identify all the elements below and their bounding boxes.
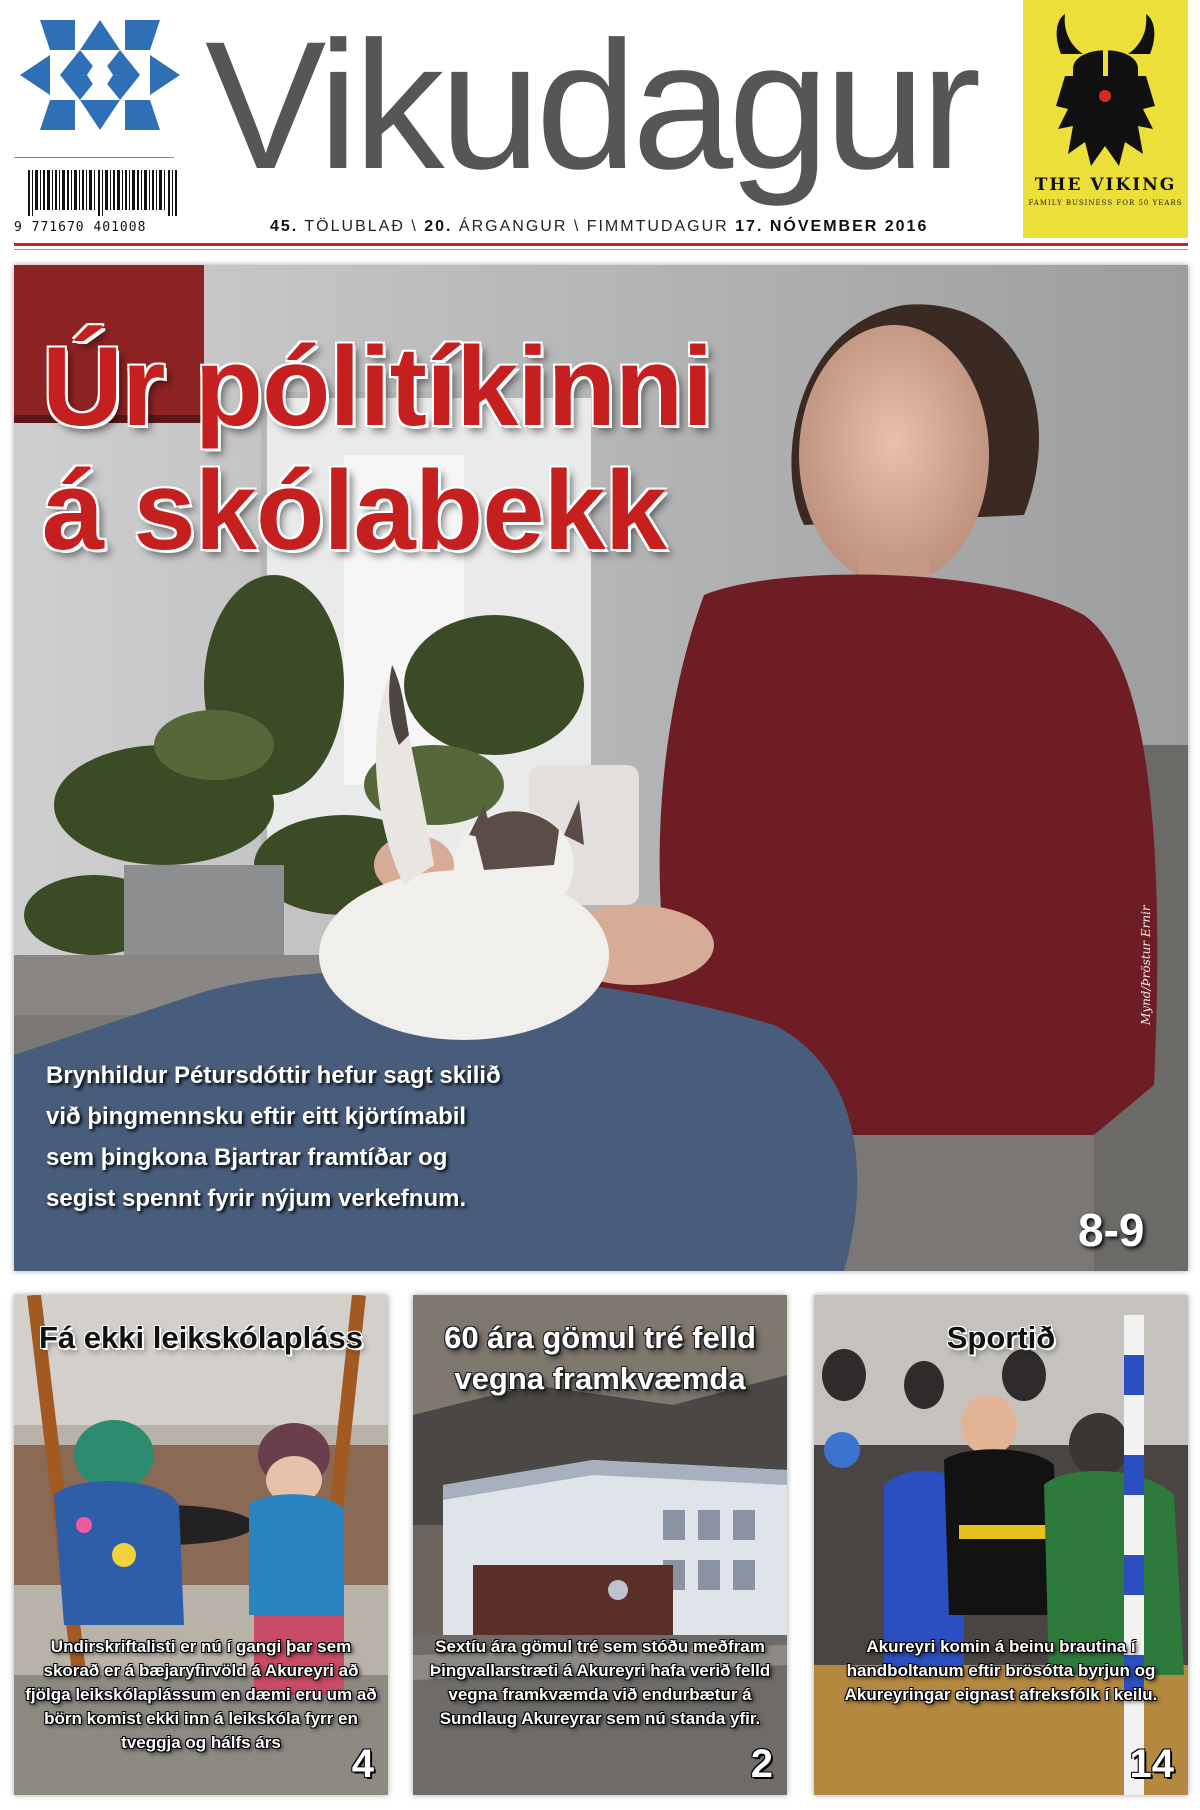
masthead-gray-rule: [14, 249, 1188, 250]
teaser-trees[interactable]: [413, 1295, 787, 1795]
issue-line: [270, 218, 970, 236]
barcode-bars: [28, 170, 178, 216]
masthead-divider: [14, 157, 174, 158]
teaser-kindergarten[interactable]: [14, 1295, 388, 1795]
main-lead: Brynhildur Pétursdóttir hefur sagt skilið við þingmennsku eftir eitt kjörtímabil sem þingkona Bjartrar framtíðar og segist spennt fyrir nýjum verkefnum.: [46, 1062, 501, 1212]
teaser-page-ref: 2: [750, 1742, 773, 1786]
viking-head-icon: [1043, 14, 1168, 174]
masthead-red-rule: [14, 243, 1188, 246]
teaser-title: 60 ára gömul tré felld vegna framkvæmda: [444, 1320, 756, 1396]
volume-number: 20.: [424, 218, 453, 235]
barcode: [14, 168, 174, 240]
main-headline-line1: Úr pólitíkinni: [42, 324, 713, 449]
main-headline-line2: á skólabekk: [42, 448, 667, 573]
star-quilt-logo-icon: [20, 20, 180, 130]
teaser-body: Undirskriftalisti er nú í gangi þar sem skorað er á bæjaryfirvöld á Akureyri að fjölga leikskólaplássum en dæmi eru um að börn komist ekki inn á leikskóla fyrr en tveggja og hálfs árs: [25, 1637, 377, 1752]
main-story[interactable]: [14, 265, 1188, 1271]
teaser-body: Sextíu ára gömul tré sem stóðu meðfram Þingvallarstræti á Akureyri hafa verið felld vegna framkvæmda við endurbætur á Sundlaug Akureyrar sem nú standa yfir.: [429, 1637, 771, 1728]
teaser-page-ref: 4: [351, 1742, 374, 1786]
masthead-title: Vikudagur: [205, 3, 977, 207]
teaser-title: Fá ekki leikskólapláss: [39, 1320, 363, 1355]
main-headline: [42, 325, 842, 573]
main-page-ref: 8-9: [1078, 1204, 1145, 1256]
advertiser-tagline: FAMILY BUSINESS FOR 50 YEARS: [1028, 199, 1183, 207]
volume-label: ÁRGANGUR \ FIMMTUDAGUR: [458, 218, 729, 235]
teaser-photo-handball: [814, 1295, 1188, 1795]
issue-date: 17. NÓVEMBER 2016: [735, 218, 929, 235]
advertiser-name: THE VIKING: [1034, 175, 1177, 195]
issue-label: TÖLUBLAÐ \: [304, 218, 418, 235]
teaser-page-ref: 14: [1129, 1742, 1174, 1786]
advertiser-box[interactable]: [1023, 0, 1188, 238]
issue-number: 45.: [270, 218, 299, 235]
barcode-digits: 9 771670 401008: [14, 220, 147, 235]
photo-credit: Mynd/Þröstur Ernir: [1139, 905, 1153, 1025]
teaser-sports[interactable]: [814, 1295, 1188, 1795]
teaser-body: Akureyri komin á beinu brautina í handboltanum eftir brösótta byrjun og Akureyringar eignast afreksfólk í keilu.: [844, 1637, 1158, 1704]
teaser-title: Sportið: [946, 1320, 1056, 1355]
viking-nose-dot: [1099, 90, 1111, 102]
